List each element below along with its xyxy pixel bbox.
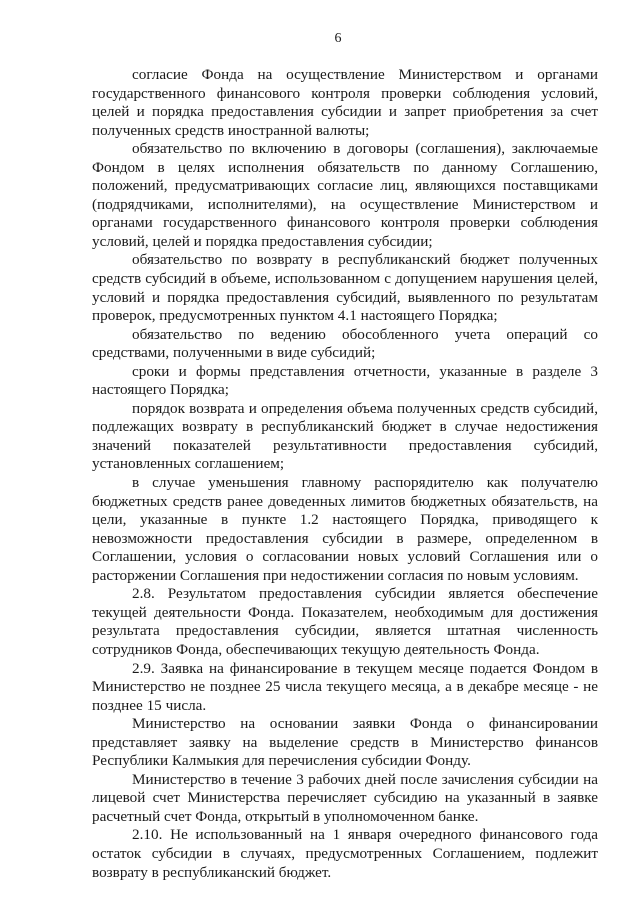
paragraph-ministry-request: Министерство на основании заявки Фонда о финансировании представляет заявку на выделение средств в Министерство финансов Республики Калмыкия для перечисления субсидии Фонду. <box>92 715 598 770</box>
paragraph-limit-reduction: в случае уменьшения главному распорядителю как получателю бюджетных средств ранее доведенных лимитов бюджетных обязательств, на цели, указанные в пункте 1.2 настоящего Порядка, приводящего к невозможности предоставления субсидии в размере, определенном в Соглашении, условия о согласовании новых условий Соглашения или о расторжении Соглашения при недостижении согласия по новым условиям. <box>92 474 598 584</box>
paragraph-separate-accounting: обязательство по ведению обособленного учета операций со средствами, полученными в виде субсидий; <box>92 325 598 362</box>
paragraph-2-10: 2.10. Не использованный на 1 января очередного финансового года остаток субсидии в случаях, предусмотренных Соглашением, подлежит возврату в республиканский бюджет. <box>92 826 598 881</box>
document-page <box>92 30 598 882</box>
page-number: 6 <box>334 31 342 46</box>
paragraph-2-8: 2.8. Результатом предоставления субсидии является обеспечение текущей деятельности Фонда. Показателем, необходимым для достижения результата предоставления субсидии, является штатная численность сотрудников Фонда, обеспечивающих текущую деятельность Фонда. <box>92 585 598 658</box>
paragraph-consent: согласие Фонда на осуществление Министерством и органами государственного финансового контроля проверки соблюдения условий, целей и порядка предоставления субсидии и запрет приобретения за счет полученных средств иностранной валюты; <box>92 66 598 139</box>
paragraph-return-obligation: обязательство по возврату в республиканский бюджет полученных средств субсидий в объеме, использованном с допущением нарушения целей, условий и порядка предоставления субсидий, выявленного по результатам проверок, предусмотренных пунктом 4.1 настоящего Порядка; <box>92 251 598 325</box>
paragraph-reporting: сроки и формы представления отчетности, указанные в разделе 3 настоящего Порядка; <box>92 362 598 399</box>
paragraph-return-procedure: порядок возврата и определения объема полученных средств субсидий, подлежащих возврату в республиканский бюджет в случае недостижения значений показателей результативности предоставления субсидий, установленных соглашением; <box>92 399 598 473</box>
paragraph-ministry-transfer: Министерство в течение 3 рабочих дней после зачисления субсидии на лицевой счет Министерства перечисляет субсидию на указанный в заявке расчетный счет Фонда, открытый в уполномоченном банке. <box>92 770 598 825</box>
paragraph-2-9: 2.9. Заявка на финансирование в текущем месяце подается Фондом в Министерство не позднее 25 числа текущего месяца, а в декабре месяце - не позднее 15 числа. <box>92 659 598 714</box>
paragraph-contract-inclusion: обязательство по включению в договоры (соглашения), заключаемые Фондом в целях исполнения обязательств по данному Соглашению, положений, предусматривающих согласие лиц, являющихся поставщиками (подрядчиками, исполнителями), на осуществление Министерством и органами государственного финансового контроля проверки соблюдения условий, целей и порядка предоставления субсидии; <box>92 140 598 250</box>
